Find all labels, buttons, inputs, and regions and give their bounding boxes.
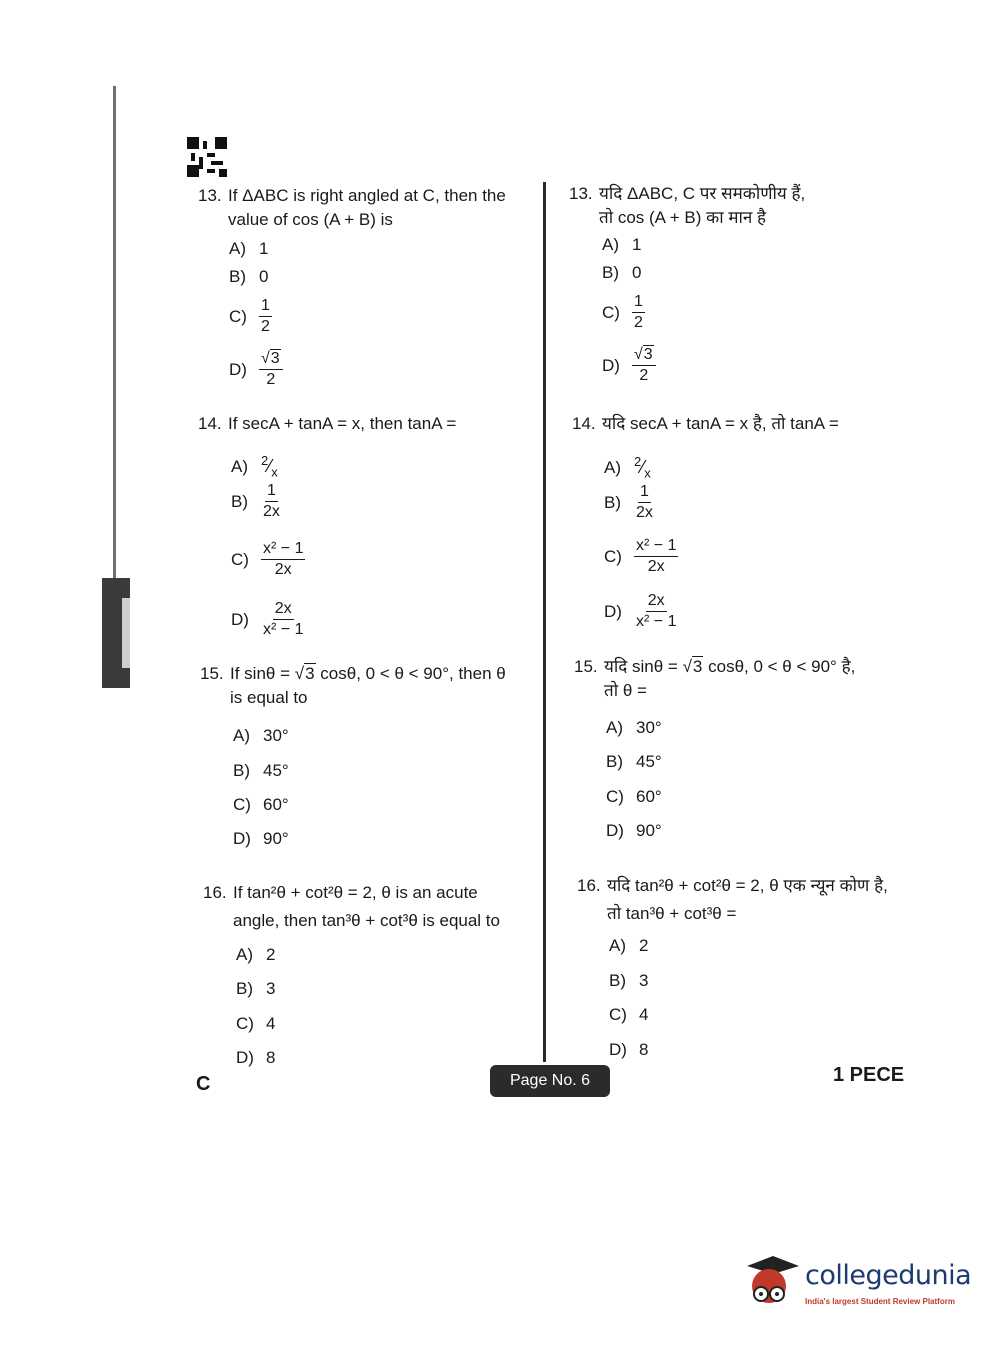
question-line: value of cos (A + B) is [228,210,393,229]
option-b: B) 0 [229,267,269,286]
option-c: C) 60° [233,795,289,814]
graduate-mascot-icon [743,1252,801,1310]
question-number: 14. [572,414,596,433]
slash-fraction: $^2⁄_x$ [261,453,278,480]
question-line: If secA + tanA = x, then tanA = [228,414,457,433]
option-c: C) 60° [606,787,662,806]
fraction: $\frac{2x}{\text{x² − 1}}$ [636,592,677,630]
option-c: C) $\frac{\text{x² − 1}}{2x}$ [604,537,677,575]
question-text [577,872,888,928]
option-b: B) 3 [609,971,649,990]
booklet-series-code: C [196,1073,211,1095]
question-line: angle, then tan³θ + cot³θ is equal to [233,911,500,930]
option-a: A) 2 [609,936,649,955]
question-number: 16. [577,876,601,895]
option-d: D) 8 [236,1048,276,1067]
brand-tagline: India's largest Student Review Platform [805,1297,955,1306]
question-line: यदि secA + tanA = x है, तो tanA = [602,414,839,433]
option-a: A) 1 [229,239,269,258]
qr-code-icon [187,137,227,177]
question-number: 14. [198,414,222,433]
question-text [198,412,456,436]
question-line: तो cos (A + B) का मान है [599,208,767,227]
option-a: A) 30° [233,726,289,745]
option-c: C) $\frac{1}{2}$ [602,293,643,331]
brand-watermark [743,1250,973,1310]
option-a: A) $^2⁄_x$ [231,450,278,484]
option-d: D) 90° [606,821,662,840]
question-line: If tan²θ + cot²θ = 2, θ is an acute [233,883,478,902]
option-a: A) 1 [602,235,642,254]
question-line: is equal to [230,688,308,707]
option-b: B) 3 [236,979,276,998]
fraction: $\frac{1}{2x}$ [263,482,280,520]
option-d: D) 90° [233,829,289,848]
fraction: $\frac{2x}{\text{x² − 1}}$ [263,600,304,638]
slash-fraction: $^2⁄_x$ [634,454,651,481]
fraction: $\frac{√3}{2}$ [259,350,283,389]
question-number: 13. [198,186,222,205]
question-line: तो tan³θ + cot³θ = [607,904,737,923]
scan-margin-strip [102,578,130,688]
question-line: यदि tan²θ + cot²θ = 2, θ एक न्यून कोण है, [607,876,888,895]
question-line: If ΔABC is right angled at C, then the [228,186,506,205]
option-b: B) $\frac{1}{2x}$ [604,483,653,521]
option-c: C) 4 [236,1014,276,1033]
question-text: 15. If sinθ = √3 cosθ, 0 < θ < 90°, then θ is equal to [200,664,506,707]
option-b: B) 45° [606,752,662,771]
option-c: C) 4 [609,1005,649,1024]
question-number: 15. [200,664,224,683]
option-c: C) $\frac{\text{x² − 1}}{2x}$ [231,540,304,578]
column-divider [543,182,546,1062]
option-b: B) $\frac{1}{2x}$ [231,482,280,520]
question-text [572,412,839,436]
question-text [569,182,805,230]
fraction: $\frac{1}{2}$ [261,297,270,335]
fraction: $\frac{\text{x² − 1}}{2x}$ [636,537,677,575]
question-number: 13. [569,184,593,203]
question-text [203,879,500,935]
option-a: A) $^2⁄_x$ [604,451,651,485]
question-line: यदि ΔABC, C पर समकोणीय हैं, [599,184,806,203]
fraction: $\frac{\text{x² − 1}}{2x}$ [263,540,304,578]
fraction: $\frac{1}{2}$ [634,293,643,331]
option-b: B) 45° [233,761,289,780]
question-number: 16. [203,883,227,902]
option-d: D) $\frac{2x}{\text{x² − 1}}$ [231,600,304,638]
fraction: $\frac{√3}{2}$ [632,346,656,385]
brand-name: collegedunia [805,1260,972,1291]
option-d: D) $\frac{2x}{\text{x² − 1}}$ [604,592,677,630]
scan-edge-line [113,86,116,606]
question-text [198,184,506,232]
fraction: $\frac{1}{2x}$ [636,483,653,521]
option-d: D) $\frac{√3}{2}$ [602,346,656,385]
option-d: D) $\frac{√3}{2}$ [229,350,283,389]
option-d: D) 8 [609,1040,649,1059]
option-b: B) 0 [602,263,642,282]
question-number: 15. [574,657,598,676]
option-a: A) 30° [606,718,662,737]
question-line: तो θ = [604,681,647,700]
question-text: 15. यदि sinθ = √3 cosθ, 0 < θ < 90° है, तो θ = [574,657,856,700]
page-number-badge: Page No. 6 [490,1065,610,1097]
paper-code: 1 PECE [833,1064,905,1086]
option-c: C) $\frac{1}{2}$ [229,297,270,335]
option-a: A) 2 [236,945,276,964]
